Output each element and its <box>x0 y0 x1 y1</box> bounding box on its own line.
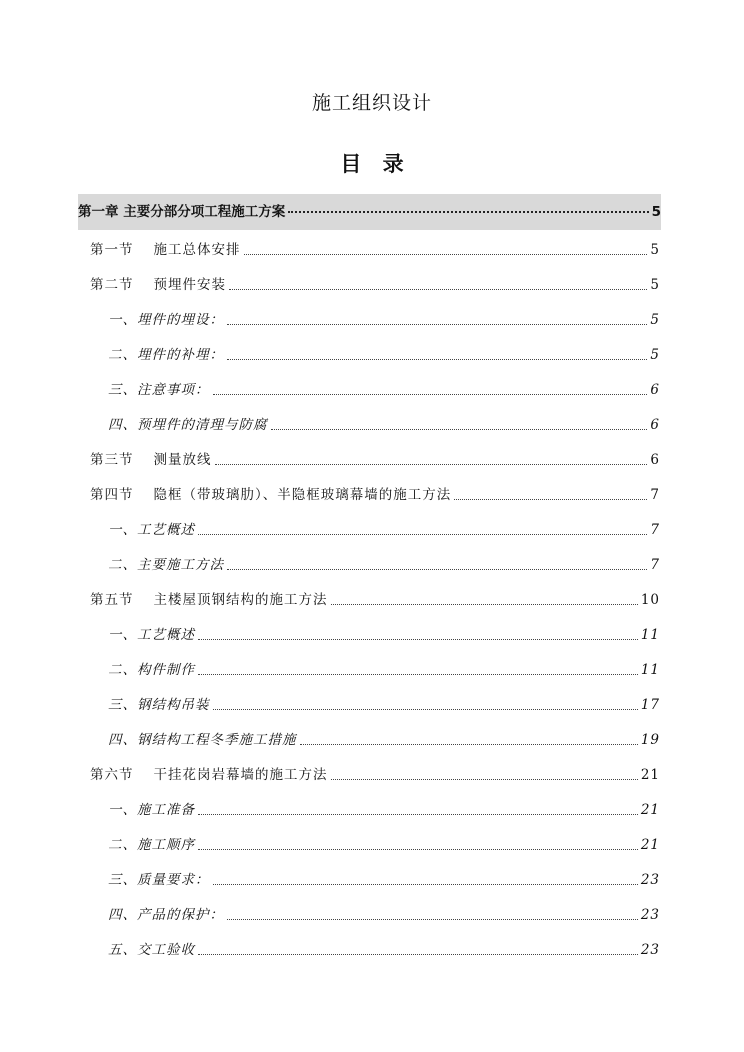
toc-section-entry[interactable] <box>90 484 660 506</box>
toc-entry-page: 6 <box>650 452 660 468</box>
toc-title: 目 录 <box>340 152 404 176</box>
dot-leader <box>244 254 648 255</box>
toc-subsection-entry[interactable] <box>108 904 660 926</box>
toc-entry-page: 21 <box>640 767 660 783</box>
toc-entry-label <box>90 484 451 506</box>
toc-entry-page: 5 <box>650 242 660 258</box>
toc-chapter-label: 第一章 主要分部分项工程施工方案 <box>78 204 286 220</box>
dot-leader <box>213 394 648 395</box>
toc-entry-label <box>90 589 328 611</box>
dot-leader <box>454 499 647 500</box>
toc-section-entry[interactable] <box>90 589 660 611</box>
toc-subsection-entry[interactable] <box>108 799 660 821</box>
toc-entry-label: 三、钢结构吊装 <box>108 697 210 713</box>
toc-entry-label: 一、埋件的埋设： <box>108 312 224 328</box>
toc-chapter-page: 5 <box>651 204 661 220</box>
toc-subsection-entry[interactable] <box>108 834 660 856</box>
dot-leader <box>198 534 647 535</box>
toc-subsection-entry[interactable] <box>108 659 660 681</box>
toc-subsection-entry[interactable] <box>108 624 660 646</box>
dot-leader <box>227 569 647 570</box>
toc-section-number: 第五节 <box>90 592 134 608</box>
dot-leader <box>198 639 638 640</box>
toc-section-entry[interactable] <box>90 239 660 261</box>
toc-entry-page: 23 <box>640 872 660 888</box>
toc-entry-page: 11 <box>640 627 660 643</box>
dot-leader <box>198 814 638 815</box>
dot-leader <box>213 709 638 710</box>
toc-entry-label <box>90 764 328 786</box>
toc-entry-page: 23 <box>640 907 660 923</box>
toc-subsection-entry[interactable] <box>108 519 660 541</box>
document-title: 施工组织设计 <box>311 92 432 114</box>
toc-section-title: 干挂花岗岩幕墙的施工方法 <box>153 767 328 783</box>
toc-entry-page: 21 <box>640 837 660 853</box>
toc-entry-label <box>90 449 212 471</box>
toc-entry-label: 四、钢结构工程冬季施工措施 <box>108 732 297 748</box>
toc-entry-label: 四、产品的保护： <box>108 907 224 923</box>
toc-subsection-entry[interactable] <box>108 379 660 401</box>
toc-entry-page: 23 <box>640 942 660 958</box>
toc-entry-label: 二、施工顺序 <box>108 837 195 853</box>
toc-section-number: 第四节 <box>90 487 134 503</box>
toc-subsection-entry[interactable] <box>108 309 660 331</box>
toc-entry-label: 三、注意事项： <box>108 382 210 398</box>
toc-entry-label: 五、交工验收 <box>108 942 195 958</box>
toc-entry-page: 5 <box>650 312 660 328</box>
toc-section-number: 第二节 <box>90 277 134 293</box>
toc-subsection-entry[interactable] <box>108 414 660 436</box>
toc-entry-page: 17 <box>640 697 660 713</box>
dot-leader <box>198 954 638 955</box>
toc-section-title: 预埋件安装 <box>153 277 226 293</box>
toc-entry-label: 三、质量要求： <box>108 872 210 888</box>
toc-entry-page: 5 <box>650 347 660 363</box>
toc-entry-page: 7 <box>650 557 660 573</box>
toc-entry-label <box>90 239 241 261</box>
toc-section-number: 第三节 <box>90 452 134 468</box>
toc-entry-page: 10 <box>640 592 660 608</box>
toc-subsection-entry[interactable] <box>108 869 660 891</box>
toc-section-entry[interactable] <box>90 764 660 786</box>
toc-entry-page: 6 <box>650 382 660 398</box>
dot-leader <box>198 849 638 850</box>
toc-entry-label: 二、主要施工方法 <box>108 557 224 573</box>
toc-entry-page: 21 <box>640 802 660 818</box>
toc-entry-page: 5 <box>650 277 660 293</box>
dot-leader <box>331 604 638 605</box>
toc-section-number: 第六节 <box>90 767 134 783</box>
dot-leader <box>215 464 648 465</box>
dot-leader <box>271 429 648 430</box>
dot-leader <box>227 324 647 325</box>
toc-entry-page: 11 <box>640 662 660 678</box>
toc-section-number: 第一节 <box>90 242 134 258</box>
toc-section-title: 隐框（带玻璃肋）、半隐框玻璃幕墙的施工方法 <box>153 487 452 503</box>
dot-leader <box>229 289 647 290</box>
dot-leader <box>288 211 648 213</box>
toc-entry-page: 7 <box>650 522 660 538</box>
toc-section-entry[interactable] <box>90 274 660 296</box>
toc-subsection-entry[interactable] <box>108 729 660 751</box>
dot-leader <box>227 919 638 920</box>
toc-subsection-entry[interactable] <box>108 694 660 716</box>
toc-subsection-entry[interactable] <box>108 554 660 576</box>
dot-leader <box>300 744 638 745</box>
toc-subsection-entry[interactable] <box>108 344 660 366</box>
toc-section-entry[interactable] <box>90 449 660 471</box>
toc-entry-label: 一、工艺概述 <box>108 522 195 538</box>
toc-section-title: 主楼屋顶钢结构的施工方法 <box>153 592 328 608</box>
toc-entry-page: 7 <box>650 487 660 503</box>
toc-entry-page: 6 <box>650 417 660 433</box>
toc-entry-label: 二、构件制作 <box>108 662 195 678</box>
toc-chapter[interactable] <box>78 194 661 230</box>
toc-entry-label: 一、施工准备 <box>108 802 195 818</box>
toc-subsection-entry[interactable] <box>108 939 660 961</box>
toc-entry-label <box>90 274 226 296</box>
dot-leader <box>213 884 638 885</box>
toc-entry-page: 19 <box>640 732 660 748</box>
toc-entry-label: 二、埋件的补埋： <box>108 347 224 363</box>
dot-leader <box>198 674 638 675</box>
toc-entry-label: 一、工艺概述 <box>108 627 195 643</box>
toc-entry-label: 四、预埋件的清理与防腐 <box>108 417 268 433</box>
dot-leader <box>331 779 638 780</box>
toc-section-title: 施工总体安排 <box>153 242 241 258</box>
toc-section-title: 测量放线 <box>153 452 212 468</box>
dot-leader <box>227 359 647 360</box>
